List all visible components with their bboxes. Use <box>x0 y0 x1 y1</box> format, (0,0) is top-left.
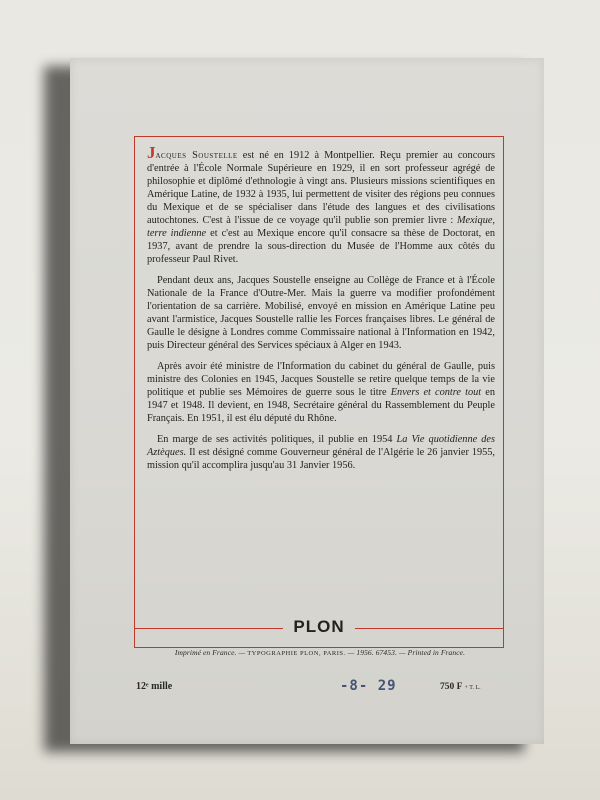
red-frame <box>134 136 504 648</box>
price: 750 F + T. L. <box>440 682 481 692</box>
book-title-aztecs: La Vie quotidienne des Aztèques. <box>147 434 495 458</box>
book-back-cover <box>70 58 544 744</box>
imprint-line: Imprimé en France. — TYPOGRAPHIE PLON, PARIS. — 1956. 67453. — Printed in France. <box>174 648 466 657</box>
book-title-envers: Envers et contre tout <box>390 387 482 398</box>
publisher-name: PLON <box>293 617 345 636</box>
print-run: 12ᵉ mille <box>136 681 173 692</box>
publisher-rule-right <box>355 628 503 629</box>
author-name-smallcaps: acques Soustelle <box>155 150 238 161</box>
book-title-mexique: Mexique, terre indienne <box>147 215 495 239</box>
paragraph-3: Après avoir été ministre de l'Information du cabinet du général de Gaulle, puis ministre des Colonies en 1945, Jacques Soustelle se retire quelque temps de la vie politique et publie ses Mémoires de guerre sous le titre Envers et contre tout en 1947 et 1948. Il devient, en 1948, Secrétaire général du Rassemblement du Peuple Français. En 1951, il est élu député du Rhône. <box>147 361 495 424</box>
paragraph-2: Pendant deux ans, Jacques Soustelle enseigne au Collège de France et à l'École Nationale de la France d'Outre-Mer. Mais la guerre va modifier profondément l'orientation de sa carrière. Mobilisé, envoyé en mission en Amérique Latine peu avant l'armistice, Jacques Soustelle rallie les Forces françaises libres. Le général de Gaulle le désigne à Londres comme Commissaire national à l'Information en 1942, puis Directeur général des Services spéciaux à Alger en 1943. <box>147 275 495 351</box>
biography-text <box>147 143 496 480</box>
paragraph-4: En marge de ses activités politiques, il publie en 1954 La Vie quotidienne des Aztèques. Il est désigné comme Gouverneur général de l'Algérie le 26 janvier 1955, mission qu'il accomplira jusqu'au 31 Janvier 1956. <box>147 434 495 471</box>
drop-cap: J <box>147 143 156 162</box>
paragraph-1: Jacques Soustelle est né en 1912 à Montpellier. Reçu premier au concours d'entrée à l'École Normale Supérieure en 1929, il en sort professeur agrégé de philosophie et diplômé d'ethnologie à vingt ans. Plusieurs missions scientifiques en Amérique Latine, de 1932 à 1935, lui permettent de visiter des régions peu connues du Mexique et de se spécialiser dans l'étude des langues et des civilisations autochtones. C'est à l'issue de ce voyage qu'il publie son premier livre : Mexique, terre indienne et c'est au Mexique encore qu'il consacre sa thèse de Doctorat, en 1937, avant de prendre la sous-direction du Musée de l'Homme aux côtés du professeur Paul Rivet. <box>147 143 496 265</box>
ink-stamp: -8- 29 <box>340 678 397 694</box>
